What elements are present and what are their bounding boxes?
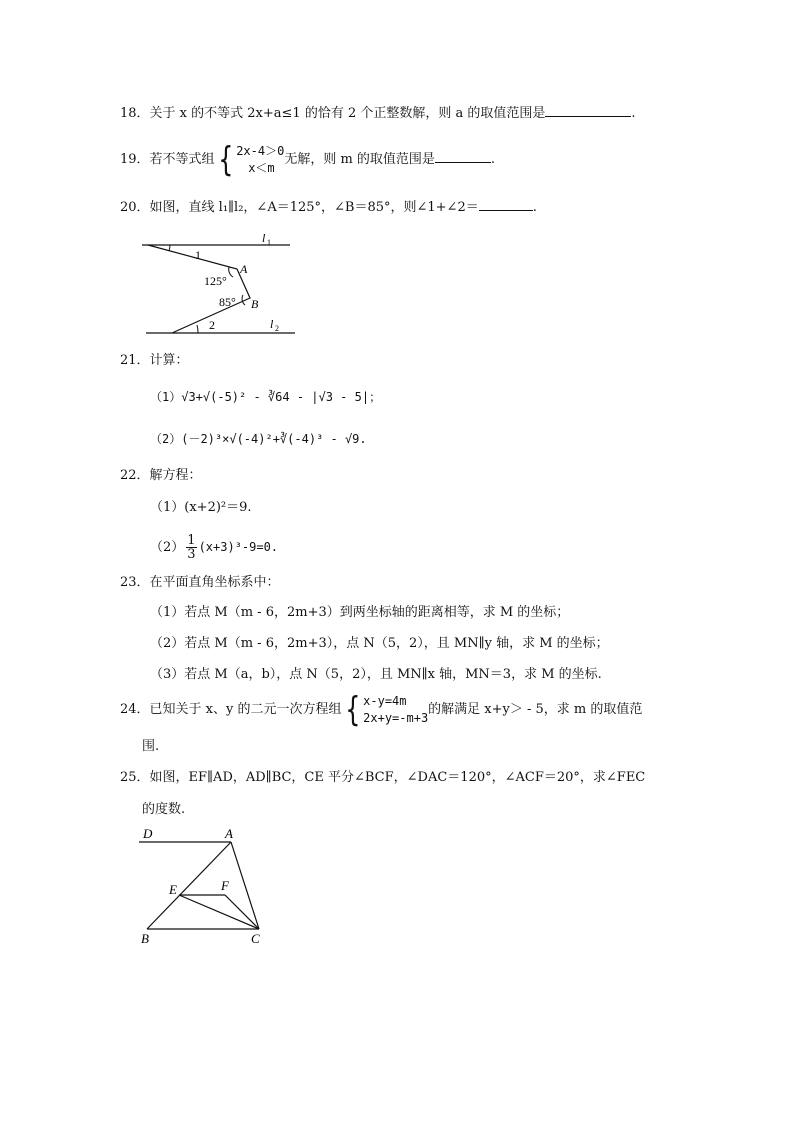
question-text: 如图，EF∥AD，AD∥BC，CE 平分∠BCF，∠DAC＝120°，∠ACF＝20°，求∠FEC: [149, 770, 646, 785]
question-text: 若不等式组: [149, 152, 215, 167]
question-number: 20．: [120, 200, 150, 215]
question-25: [120, 769, 645, 787]
figure-triangle: [135, 822, 275, 950]
question-23: [120, 574, 280, 592]
answer-blank[interactable]: [479, 198, 533, 211]
question-number: 18．: [120, 106, 150, 121]
question-title: 计算：: [149, 353, 189, 368]
angle2-arc: [197, 325, 198, 333]
question-22-part-2: （2） $\frac{1}{3}$ (x+3)³-9=0.: [150, 533, 279, 562]
label-l2: l: [270, 317, 274, 331]
question-number: 19．: [120, 152, 150, 167]
label-l1-sub: 1: [267, 238, 271, 247]
label-point-D: D: [143, 826, 153, 841]
figure-parallel-lines: [140, 228, 300, 338]
equation-system: { x-y=4m 2x+y=-m+3: [344, 689, 429, 730]
question-18: 18．关于 x 的不等式 2x+a≤1 的恰有 2 个正整数解，则 a 的取值范围是 .: [120, 106, 636, 121]
question-23-part-2: （2）若点 M（m - 6，2m+3），点 N（5，2），且 MN∥y 轴，求 M 的坐标；: [150, 636, 609, 651]
answer-blank[interactable]: [435, 150, 491, 163]
label-point-A: A: [240, 262, 248, 276]
question-title: 解方程：: [149, 468, 202, 483]
question-19: 19．若不等式组 { 2x-4＞0 x＜m 无解，则 m 的取值范围是 .: [120, 139, 496, 180]
question-number: 21．: [120, 353, 150, 368]
question-21-part-1: （1）√3+√(-5)² - ∛64 - |√3 - 5|；: [150, 390, 382, 404]
inequality-system: { 2x-4＞0 x＜m: [217, 139, 285, 180]
label-angle2: 2: [209, 318, 215, 332]
answer-blank[interactable]: [545, 104, 631, 117]
label-point-E: E: [169, 882, 177, 897]
label-point-B: B: [251, 297, 259, 311]
question-text: 如图，直线 l₁∥l₂，∠A＝125°，∠B＝85°，则∠1+∠2＝: [149, 200, 479, 215]
label-point-B: B: [141, 931, 149, 946]
question-20: 20．如图，直线 l₁∥l₂，∠A＝125°，∠B＝85°，则∠1+∠2＝ .: [120, 200, 537, 215]
question-number: 25．: [120, 770, 150, 785]
question-21: [120, 352, 189, 370]
question-22: [120, 467, 202, 485]
question-number: 22．: [120, 468, 150, 483]
question-text: 的解满足 x+y＞ - 5，求 m 的取值范: [428, 702, 643, 717]
segment-AB: [147, 842, 231, 929]
question-22-part-1: （1）(x+2)²＝9.: [150, 500, 252, 515]
label-l2-sub: 2: [275, 324, 279, 333]
label-angle-A: 125°: [204, 274, 227, 288]
question-number: 24．: [120, 702, 150, 717]
question-21-part-2: （2）(－2)³×√(-4)²+∛(-4)³ - √9.: [150, 432, 367, 446]
fraction: $\frac{1}{3}$: [187, 533, 196, 562]
question-23-part-3: （3）若点 M（a，b），点 N（5，2），且 MN∥x 轴，MN＝3，求 M 的坐标.: [150, 667, 602, 682]
angleA-arc: [229, 267, 233, 277]
label-angle1: 1: [195, 248, 201, 262]
label-angle-B: 85°: [219, 295, 236, 309]
question-text: 已知关于 x、y 的二元一次方程组: [149, 702, 342, 717]
angle1-arc: [169, 245, 170, 251]
question-text: 无解，则 m 的取值范围是: [284, 152, 435, 167]
question-number: 23．: [120, 575, 150, 590]
segment-AC: [231, 842, 259, 929]
label-point-C: C: [251, 931, 260, 946]
brace-icon: {: [217, 139, 233, 180]
question-24: [120, 690, 642, 730]
label-point-F: F: [221, 878, 229, 893]
question-25-cont: 的度数.: [142, 802, 186, 817]
question-title: 在平面直角坐标系中：: [149, 575, 280, 590]
question-24-cont: 围.: [142, 739, 160, 754]
question-text: 关于 x 的不等式 2x+a≤1 的恰有 2 个正整数解，则 a 的取值范围是: [149, 106, 546, 121]
label-point-A: A: [225, 826, 233, 841]
segment-EC: [179, 895, 259, 929]
label-l1: l: [262, 231, 266, 245]
question-23-part-1: （1）若点 M（m - 6，2m+3）到两坐标轴的距离相等，求 M 的坐标；: [150, 605, 570, 620]
brace-icon: {: [344, 689, 360, 730]
